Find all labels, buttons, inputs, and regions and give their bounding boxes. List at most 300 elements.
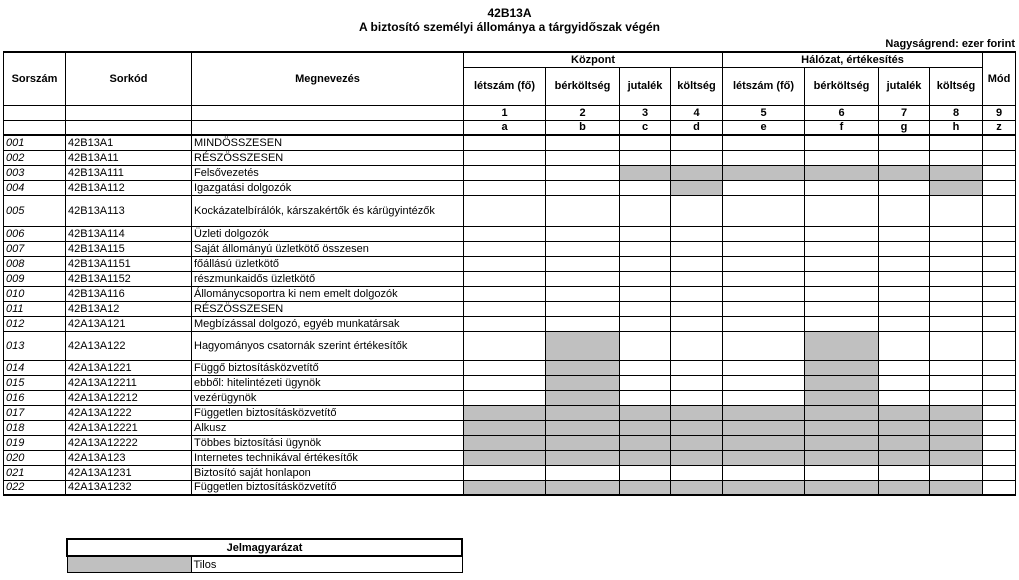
header-sorkod: Sorkód xyxy=(66,52,192,105)
value-cell[interactable] xyxy=(805,256,879,271)
row-name: részmunkaidős üzletkötő xyxy=(192,271,464,286)
value-cell[interactable] xyxy=(805,135,879,150)
value-cell[interactable] xyxy=(464,435,546,450)
column-letter: g xyxy=(879,120,930,135)
row-number: 015 xyxy=(4,375,66,390)
value-cell[interactable] xyxy=(723,360,805,375)
table-row xyxy=(4,286,1016,301)
value-cell[interactable] xyxy=(620,241,671,256)
row-code: 42B13A112 xyxy=(66,180,192,195)
value-cell[interactable] xyxy=(546,450,620,465)
row-name: Megbízással dolgozó, egyéb munkatársak xyxy=(192,316,464,331)
value-cell[interactable] xyxy=(805,180,879,195)
legend-label: Tilos xyxy=(193,558,217,571)
value-cell[interactable] xyxy=(671,390,723,405)
value-cell[interactable] xyxy=(983,256,1016,271)
table-row xyxy=(4,465,1016,480)
row-code: 42A13A12212 xyxy=(66,390,192,405)
value-cell[interactable] xyxy=(546,480,620,495)
value-cell[interactable] xyxy=(983,465,1016,480)
row-name: Biztosító saját honlapon xyxy=(192,465,464,480)
value-cell[interactable] xyxy=(983,405,1016,420)
value-cell[interactable] xyxy=(983,480,1016,495)
legend-table xyxy=(66,538,463,573)
value-cell[interactable] xyxy=(805,226,879,241)
value-cell[interactable] xyxy=(930,271,983,286)
value-cell[interactable] xyxy=(723,390,805,405)
value-cell[interactable] xyxy=(546,375,620,390)
row-code: 42B13A113 xyxy=(66,195,192,226)
value-cell[interactable] xyxy=(723,241,805,256)
column-number: 8 xyxy=(930,105,983,120)
value-cell[interactable] xyxy=(805,375,879,390)
value-cell[interactable] xyxy=(620,331,671,360)
value-cell[interactable] xyxy=(930,301,983,316)
row-number: 008 xyxy=(4,256,66,271)
value-cell[interactable] xyxy=(805,390,879,405)
column-letter: h xyxy=(930,120,983,135)
value-cell[interactable] xyxy=(805,165,879,180)
value-cell[interactable] xyxy=(546,465,620,480)
row-name: Állománycsoportra ki nem emelt dolgozók xyxy=(192,286,464,301)
value-cell[interactable] xyxy=(983,226,1016,241)
value-cell[interactable] xyxy=(879,241,930,256)
value-cell[interactable] xyxy=(723,316,805,331)
table-row xyxy=(4,480,1016,495)
column-number: 5 xyxy=(723,105,805,120)
value-cell[interactable] xyxy=(620,420,671,435)
value-cell[interactable] xyxy=(879,435,930,450)
value-cell[interactable] xyxy=(723,165,805,180)
value-cell[interactable] xyxy=(671,195,723,226)
value-cell[interactable] xyxy=(671,135,723,150)
value-cell[interactable] xyxy=(879,375,930,390)
value-cell[interactable] xyxy=(620,195,671,226)
row-code: 42B13A115 xyxy=(66,241,192,256)
value-cell[interactable] xyxy=(620,135,671,150)
value-cell[interactable] xyxy=(546,165,620,180)
value-cell[interactable] xyxy=(546,286,620,301)
table-row xyxy=(4,226,1016,241)
value-cell[interactable] xyxy=(723,405,805,420)
column-number: 2 xyxy=(546,105,620,120)
value-cell[interactable] xyxy=(620,316,671,331)
value-cell[interactable] xyxy=(671,180,723,195)
value-cell[interactable] xyxy=(983,331,1016,360)
header-blank xyxy=(4,120,66,135)
header-col-7: jutalék xyxy=(879,67,930,105)
value-cell[interactable] xyxy=(464,150,546,165)
value-cell[interactable] xyxy=(546,360,620,375)
value-cell[interactable] xyxy=(671,226,723,241)
value-cell[interactable] xyxy=(879,286,930,301)
value-cell[interactable] xyxy=(879,465,930,480)
value-cell[interactable] xyxy=(723,271,805,286)
value-cell[interactable] xyxy=(464,271,546,286)
value-cell[interactable] xyxy=(546,180,620,195)
value-cell[interactable] xyxy=(983,180,1016,195)
value-cell[interactable] xyxy=(464,180,546,195)
value-cell[interactable] xyxy=(546,241,620,256)
row-number: 004 xyxy=(4,180,66,195)
value-cell[interactable] xyxy=(464,301,546,316)
row-code: 42A13A122 xyxy=(66,331,192,360)
table-row xyxy=(4,135,1016,150)
value-cell[interactable] xyxy=(464,331,546,360)
value-cell[interactable] xyxy=(464,465,546,480)
value-cell[interactable] xyxy=(723,331,805,360)
row-name: Többes biztosítási ügynök xyxy=(192,435,464,450)
header-col-2: bérköltség xyxy=(546,67,620,105)
value-cell[interactable] xyxy=(546,390,620,405)
value-cell[interactable] xyxy=(930,405,983,420)
row-name: Függő biztosításközvetítő xyxy=(192,360,464,375)
value-cell[interactable] xyxy=(620,465,671,480)
header-blank xyxy=(66,120,192,135)
value-cell[interactable] xyxy=(930,241,983,256)
value-cell[interactable] xyxy=(805,405,879,420)
value-cell[interactable] xyxy=(930,316,983,331)
value-cell[interactable] xyxy=(879,271,930,286)
table-row xyxy=(4,360,1016,375)
value-cell[interactable] xyxy=(930,135,983,150)
value-cell[interactable] xyxy=(464,316,546,331)
value-cell[interactable] xyxy=(983,390,1016,405)
row-number: 014 xyxy=(4,360,66,375)
value-cell[interactable] xyxy=(879,165,930,180)
value-cell[interactable] xyxy=(879,135,930,150)
value-cell[interactable] xyxy=(464,241,546,256)
value-cell[interactable] xyxy=(805,435,879,450)
value-cell[interactable] xyxy=(983,135,1016,150)
value-cell[interactable] xyxy=(723,450,805,465)
value-cell[interactable] xyxy=(620,180,671,195)
value-cell[interactable] xyxy=(671,150,723,165)
legend-swatch xyxy=(68,557,192,572)
value-cell[interactable] xyxy=(805,271,879,286)
value-cell[interactable] xyxy=(983,195,1016,226)
row-number: 007 xyxy=(4,241,66,256)
value-cell[interactable] xyxy=(805,360,879,375)
row-name: Felsővezetés xyxy=(192,165,464,180)
row-number: 016 xyxy=(4,390,66,405)
value-cell[interactable] xyxy=(671,165,723,180)
table-row xyxy=(4,435,1016,450)
report-code: 42B13A xyxy=(487,6,532,20)
value-cell[interactable] xyxy=(546,135,620,150)
value-cell[interactable] xyxy=(930,375,983,390)
row-name: RÉSZÖSSZESEN xyxy=(192,301,464,316)
value-cell[interactable] xyxy=(879,180,930,195)
value-cell[interactable] xyxy=(805,241,879,256)
value-cell[interactable] xyxy=(930,195,983,226)
value-cell[interactable] xyxy=(805,450,879,465)
value-cell[interactable] xyxy=(620,226,671,241)
row-number: 018 xyxy=(4,420,66,435)
header-megnevezes: Megnevezés xyxy=(192,52,464,105)
value-cell[interactable] xyxy=(723,226,805,241)
row-code: 42A13A121 xyxy=(66,316,192,331)
value-cell[interactable] xyxy=(546,301,620,316)
value-cell[interactable] xyxy=(723,435,805,450)
value-cell[interactable] xyxy=(805,420,879,435)
value-cell[interactable] xyxy=(546,150,620,165)
value-cell[interactable] xyxy=(723,375,805,390)
value-cell[interactable] xyxy=(983,450,1016,465)
value-cell[interactable] xyxy=(930,226,983,241)
value-cell[interactable] xyxy=(879,301,930,316)
value-cell[interactable] xyxy=(671,256,723,271)
table-row xyxy=(4,331,1016,360)
value-cell[interactable] xyxy=(879,420,930,435)
value-cell[interactable] xyxy=(983,375,1016,390)
row-name: Üzleti dolgozók xyxy=(192,226,464,241)
column-number: 4 xyxy=(671,105,723,120)
value-cell[interactable] xyxy=(464,420,546,435)
value-cell[interactable] xyxy=(805,316,879,331)
value-cell[interactable] xyxy=(620,390,671,405)
value-cell[interactable] xyxy=(879,256,930,271)
value-cell[interactable] xyxy=(620,301,671,316)
value-cell[interactable] xyxy=(723,301,805,316)
row-code: 42A13A1222 xyxy=(66,405,192,420)
value-cell[interactable] xyxy=(805,480,879,495)
value-cell[interactable] xyxy=(464,286,546,301)
value-cell[interactable] xyxy=(671,316,723,331)
value-cell[interactable] xyxy=(671,450,723,465)
value-cell[interactable] xyxy=(805,331,879,360)
value-cell[interactable] xyxy=(464,226,546,241)
table-row xyxy=(4,165,1016,180)
row-code: 42A13A12221 xyxy=(66,420,192,435)
value-cell[interactable] xyxy=(723,256,805,271)
column-letter: c xyxy=(620,120,671,135)
row-name: MINDÖSSZESEN xyxy=(192,135,464,150)
row-name: főállású üzletkötő xyxy=(192,256,464,271)
row-code: 42A13A123 xyxy=(66,450,192,465)
value-cell[interactable] xyxy=(930,420,983,435)
row-number: 020 xyxy=(4,450,66,465)
value-cell[interactable] xyxy=(930,435,983,450)
value-cell[interactable] xyxy=(671,465,723,480)
value-cell[interactable] xyxy=(930,331,983,360)
legend-title: Jelmagyarázat xyxy=(67,539,462,556)
value-cell[interactable] xyxy=(671,271,723,286)
value-cell[interactable] xyxy=(620,271,671,286)
value-cell[interactable] xyxy=(620,405,671,420)
row-number: 005 xyxy=(4,195,66,226)
value-cell[interactable] xyxy=(983,241,1016,256)
value-cell[interactable] xyxy=(546,420,620,435)
report-title: A biztosító személyi állománya a tárgyidőszak végén xyxy=(359,20,660,34)
value-cell[interactable] xyxy=(464,256,546,271)
value-cell[interactable] xyxy=(620,256,671,271)
value-cell[interactable] xyxy=(464,375,546,390)
table-row xyxy=(4,316,1016,331)
header-blank xyxy=(192,105,464,120)
value-cell[interactable] xyxy=(723,480,805,495)
header-sorszam: Sorszám xyxy=(4,52,66,105)
row-code: 42B13A116 xyxy=(66,286,192,301)
value-cell[interactable] xyxy=(930,480,983,495)
row-code: 42B13A111 xyxy=(66,165,192,180)
value-cell[interactable] xyxy=(930,256,983,271)
header-col-1: létszám (fő) xyxy=(464,67,546,105)
value-cell[interactable] xyxy=(464,450,546,465)
value-cell[interactable] xyxy=(546,271,620,286)
value-cell[interactable] xyxy=(620,150,671,165)
value-cell[interactable] xyxy=(546,226,620,241)
value-cell[interactable] xyxy=(805,465,879,480)
value-cell[interactable] xyxy=(723,195,805,226)
value-cell[interactable] xyxy=(930,450,983,465)
value-cell[interactable] xyxy=(671,435,723,450)
column-letter: a xyxy=(464,120,546,135)
row-code: 42B13A1 xyxy=(66,135,192,150)
value-cell[interactable] xyxy=(723,286,805,301)
value-cell[interactable] xyxy=(879,226,930,241)
value-cell[interactable] xyxy=(983,165,1016,180)
value-cell[interactable] xyxy=(879,450,930,465)
value-cell[interactable] xyxy=(671,480,723,495)
row-name: Kockázatelbírálók, kárszakértők és kárügyintézők xyxy=(192,195,464,226)
row-code: 42A13A12211 xyxy=(66,375,192,390)
table-row xyxy=(4,150,1016,165)
value-cell[interactable] xyxy=(930,165,983,180)
value-cell[interactable] xyxy=(546,405,620,420)
value-cell[interactable] xyxy=(546,256,620,271)
column-letter: e xyxy=(723,120,805,135)
header-blank xyxy=(192,120,464,135)
value-cell[interactable] xyxy=(620,165,671,180)
value-cell[interactable] xyxy=(546,195,620,226)
row-number: 012 xyxy=(4,316,66,331)
table-row xyxy=(4,256,1016,271)
value-cell[interactable] xyxy=(983,316,1016,331)
value-cell[interactable] xyxy=(879,390,930,405)
table-row xyxy=(4,405,1016,420)
value-cell[interactable] xyxy=(930,150,983,165)
value-cell[interactable] xyxy=(879,195,930,226)
value-cell[interactable] xyxy=(620,286,671,301)
value-cell[interactable] xyxy=(671,375,723,390)
table-row xyxy=(4,301,1016,316)
value-cell[interactable] xyxy=(671,286,723,301)
value-cell[interactable] xyxy=(464,195,546,226)
value-cell[interactable] xyxy=(930,286,983,301)
header-col-6: bérköltség xyxy=(805,67,879,105)
column-letter: b xyxy=(546,120,620,135)
value-cell[interactable] xyxy=(930,360,983,375)
value-cell[interactable] xyxy=(620,435,671,450)
table-row xyxy=(4,420,1016,435)
value-cell[interactable] xyxy=(983,420,1016,435)
value-cell[interactable] xyxy=(464,480,546,495)
value-cell[interactable] xyxy=(879,405,930,420)
value-cell[interactable] xyxy=(546,435,620,450)
column-letter: z xyxy=(983,120,1016,135)
header-blank xyxy=(4,105,66,120)
header-group-kozpont: Központ xyxy=(464,52,723,67)
row-name: ebből: hitelintézeti ügynök xyxy=(192,375,464,390)
value-cell[interactable] xyxy=(879,331,930,360)
value-cell[interactable] xyxy=(983,286,1016,301)
column-number: 7 xyxy=(879,105,930,120)
value-cell[interactable] xyxy=(620,450,671,465)
value-cell[interactable] xyxy=(464,165,546,180)
row-name: Saját állományú üzletkötő összesen xyxy=(192,241,464,256)
value-cell[interactable] xyxy=(546,331,620,360)
value-cell[interactable] xyxy=(671,241,723,256)
value-cell[interactable] xyxy=(983,435,1016,450)
column-number: 1 xyxy=(464,105,546,120)
value-cell[interactable] xyxy=(805,286,879,301)
value-cell[interactable] xyxy=(930,180,983,195)
row-name: vezérügynök xyxy=(192,390,464,405)
table-row xyxy=(4,375,1016,390)
row-code: 42B13A114 xyxy=(66,226,192,241)
column-letter: f xyxy=(805,120,879,135)
value-cell[interactable] xyxy=(723,420,805,435)
value-cell[interactable] xyxy=(671,360,723,375)
row-number: 019 xyxy=(4,435,66,450)
value-cell[interactable] xyxy=(723,465,805,480)
value-cell[interactable] xyxy=(464,360,546,375)
header-col-8: költség xyxy=(930,67,983,105)
value-cell[interactable] xyxy=(879,480,930,495)
row-code: 42A13A12222 xyxy=(66,435,192,450)
value-cell[interactable] xyxy=(879,360,930,375)
value-cell[interactable] xyxy=(983,150,1016,165)
value-cell[interactable] xyxy=(620,375,671,390)
value-cell[interactable] xyxy=(930,390,983,405)
value-cell[interactable] xyxy=(723,150,805,165)
row-code: 42A13A1231 xyxy=(66,465,192,480)
value-cell[interactable] xyxy=(620,480,671,495)
row-number: 006 xyxy=(4,226,66,241)
value-cell[interactable] xyxy=(879,150,930,165)
value-cell[interactable] xyxy=(620,360,671,375)
value-cell[interactable] xyxy=(671,405,723,420)
row-name: Igazgatási dolgozók xyxy=(192,180,464,195)
value-cell[interactable] xyxy=(930,465,983,480)
value-cell[interactable] xyxy=(805,301,879,316)
value-cell[interactable] xyxy=(805,150,879,165)
value-cell[interactable] xyxy=(546,316,620,331)
value-cell[interactable] xyxy=(723,180,805,195)
row-name: Hagyományos csatornák szerint értékesítők xyxy=(192,331,464,360)
value-cell[interactable] xyxy=(723,135,805,150)
value-cell[interactable] xyxy=(983,360,1016,375)
value-cell[interactable] xyxy=(671,331,723,360)
unit-note: Nagyságrend: ezer forint xyxy=(885,38,1015,50)
value-cell[interactable] xyxy=(805,195,879,226)
column-letter: d xyxy=(671,120,723,135)
value-cell[interactable] xyxy=(983,271,1016,286)
value-cell[interactable] xyxy=(879,316,930,331)
value-cell[interactable] xyxy=(464,405,546,420)
header-col-3: jutalék xyxy=(620,67,671,105)
value-cell[interactable] xyxy=(464,135,546,150)
table-row xyxy=(4,271,1016,286)
row-code: 42A13A1232 xyxy=(66,480,192,495)
row-name: Független biztosításközvetítő xyxy=(192,480,464,495)
value-cell[interactable] xyxy=(464,390,546,405)
value-cell[interactable] xyxy=(671,420,723,435)
value-cell[interactable] xyxy=(671,301,723,316)
row-number: 009 xyxy=(4,271,66,286)
value-cell[interactable] xyxy=(983,301,1016,316)
